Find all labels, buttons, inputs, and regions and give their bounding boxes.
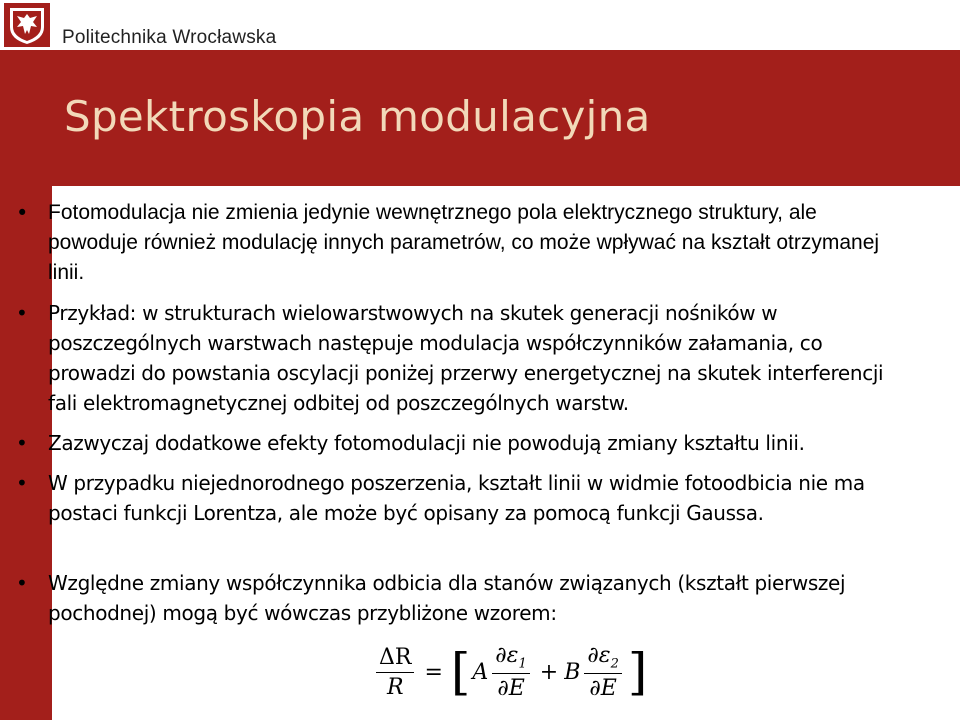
bullet-item: • Zazwyczaj dodatkowe efekty fotomodulacji nie powodują zmiany kształtu linii. <box>48 428 900 458</box>
right-bracket: ] <box>627 643 648 701</box>
university-eagle-logo-icon <box>4 3 50 47</box>
derivative-numerator: $\partial\varepsilon_2$ <box>584 643 621 674</box>
bullet-item: • Fotomodulacja nie zmienia jedynie wewnętrznego pola elektrycznego struktury, ale powoduje również modulację innych parametrów, co może wpływać na kształt otrzymanej linii. <box>48 198 900 288</box>
coefficient-b: B <box>564 659 581 685</box>
bullet-item: • Przykład: w strukturach wielowarstwowych na skutek generacji nośników w poszczególnych warstwach następuje modulacja współczynników załamania, co prowadzi do powstania oscylacji poniżej przerwy energetycznej na skutek interferencji fali elektromagnetycznej odbitej od poszczególnych warstw. <box>48 298 900 418</box>
plus-sign: + <box>539 659 559 685</box>
coefficient-a: A <box>472 659 489 685</box>
left-bracket: [ <box>450 643 471 701</box>
derivative-epsilon1 <box>492 643 529 701</box>
derivative-epsilon2 <box>584 643 621 701</box>
bullet-item: • W przypadku niejednorodnego poszerzenia, kształt linii w widmie fotoodbicia nie ma postaci funkcji Lorentza, ale może być opisany za pomocą funkcji Gaussa. <box>48 468 900 528</box>
slide-title: Spektroskopia modulacyjna <box>64 92 651 141</box>
lhs-fraction <box>376 645 414 700</box>
lhs-numerator: ΔR <box>376 645 414 673</box>
derivative-denominator: ∂E <box>497 676 525 702</box>
derivative-denominator: ∂E <box>589 676 617 702</box>
bullet-item: • Względne zmiany współczynnika odbicia dla stanów związanych (kształt pierwszej pochodnej) mogą być wówczas przybliżone wzorem: <box>48 568 900 628</box>
derivative-numerator: $\partial\varepsilon_1$ <box>492 643 529 674</box>
lhs-denominator: R <box>386 674 404 700</box>
header-bar <box>0 0 960 50</box>
equals-sign: = <box>424 659 443 685</box>
gaussian-lineshape-formula <box>372 640 649 704</box>
university-name: Politechnika Wrocławska <box>62 27 277 48</box>
